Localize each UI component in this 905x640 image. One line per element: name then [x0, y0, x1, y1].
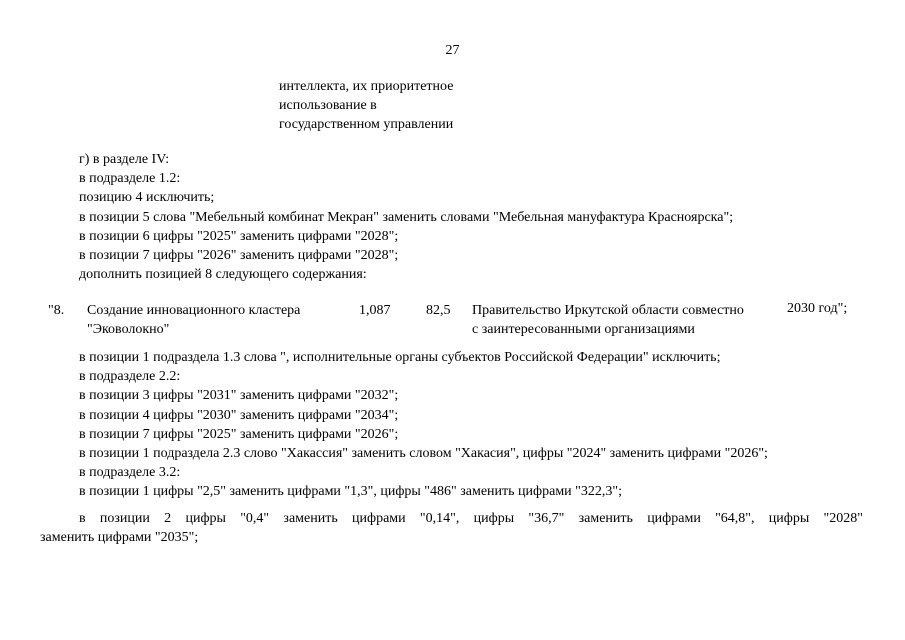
amendments-continued — [79, 348, 768, 502]
text-line: г) в разделе IV: — [79, 152, 170, 167]
text-line: государственном управлении — [279, 117, 454, 132]
text-line: в позиции 2 цифры "0,4" заменить цифрами "0,14", цифры "36,7" заменить цифрами "64,8", цифры "2028" — [79, 511, 863, 526]
text-line: в позиции 7 цифры "2025" заменить цифрами "2026"; — [79, 426, 399, 442]
text-line: дополнить позицией 8 следующего содержания: — [79, 267, 367, 283]
text-line: "Эковолокно" — [87, 322, 170, 337]
text-line: Правительство Иркутской области совместно — [472, 303, 744, 318]
text-line: в позиции 6 цифры "2025" заменить цифрами "2028"; — [79, 228, 399, 244]
text-line: заменить цифрами "2035"; — [40, 530, 199, 545]
text-line: в подразделе 2.2: — [79, 369, 181, 385]
text-line: в позиции 4 цифры "2030" заменить цифрами "2034"; — [79, 407, 399, 423]
text-line: в позиции 1 подраздела 1.3 слова ", исполнительные органы субъектов Российской Федерации" исключить; — [79, 350, 721, 365]
amendments-section-iv — [79, 150, 733, 284]
text-line: интеллекта, их приоритетное — [279, 79, 454, 94]
term-cell: 2030 год"; — [787, 301, 848, 316]
text-line: в позиции 5 слова "Мебельный комбинат Мекран" заменить словами "Мебельная мануфактура Красноярска"; — [79, 209, 734, 225]
final-paragraph — [40, 509, 863, 547]
text-line: в позиции 3 цифры "2031" заменить цифрами "2032"; — [79, 388, 399, 404]
position-number: "8. — [48, 303, 65, 318]
text-line: позицию 4 исключить; — [79, 190, 215, 206]
text-line: в позиции 7 цифры "2026" заменить цифрами "2028"; — [79, 247, 399, 263]
text-line: в позиции 1 подраздела 2.3 слово "Хакассия" заменить словом "Хакасия", цифры "2024" заменить цифрами "2026"; — [79, 445, 768, 461]
text-line: в позиции 1 цифры "2,5" заменить цифрами "1,3", цифры "486" заменить цифрами "322,3"; — [79, 484, 622, 500]
value-cell: 82,5 — [426, 303, 451, 318]
text-line: в подразделе 3.2: — [79, 465, 181, 481]
position-name — [87, 301, 300, 339]
table-carry-over-text — [279, 77, 453, 134]
responsible-party — [472, 301, 744, 339]
page-number: 27 — [445, 43, 460, 58]
text-line: в подразделе 1.2: — [79, 171, 181, 187]
value-cell: 1,087 — [359, 303, 391, 318]
text-line: использование в — [279, 98, 377, 113]
text-line: Создание инновационного кластера — [87, 303, 301, 318]
table-row — [0, 301, 905, 341]
text-line: с заинтересованными организациями — [472, 322, 695, 337]
